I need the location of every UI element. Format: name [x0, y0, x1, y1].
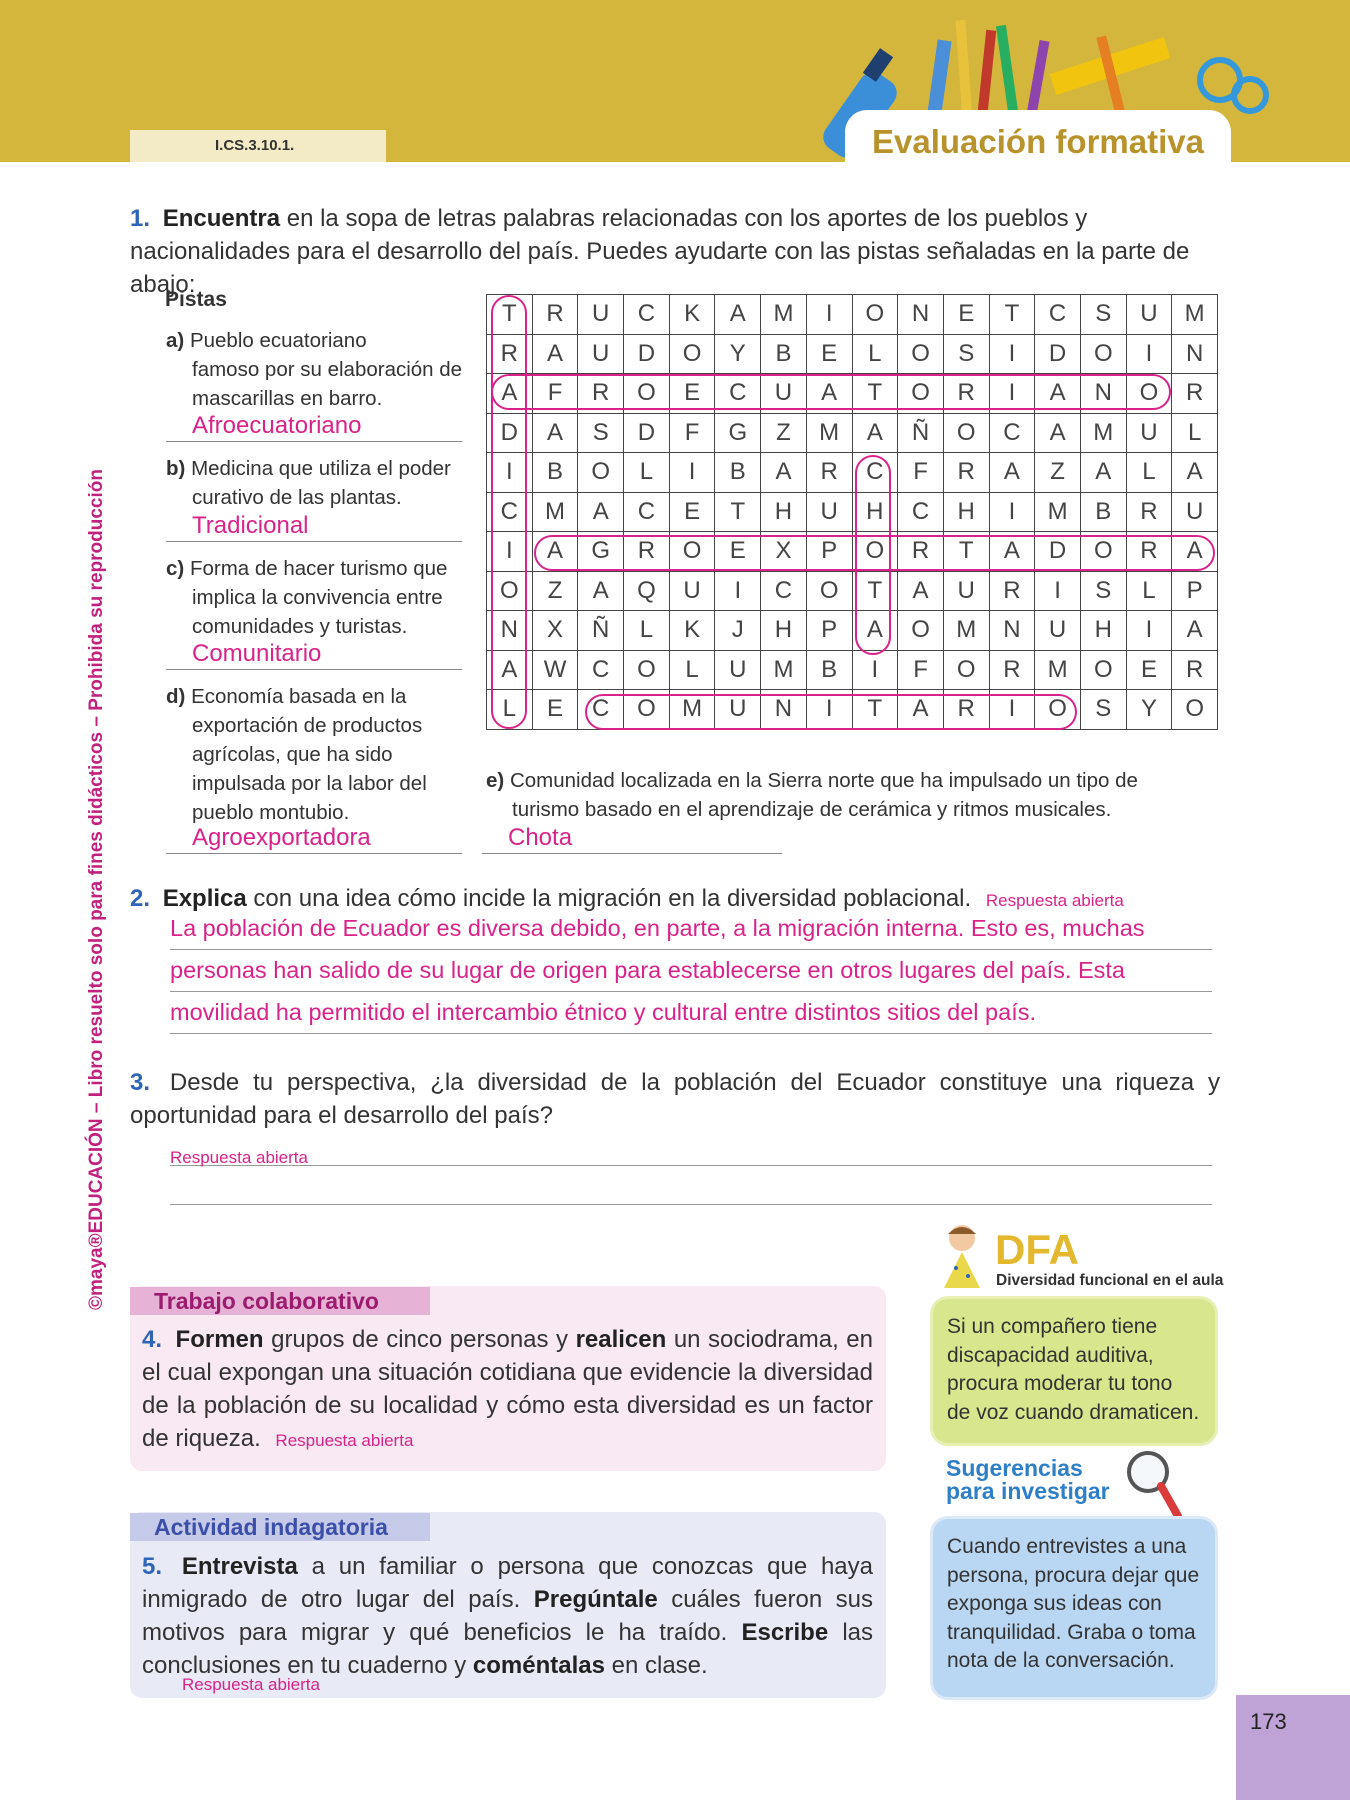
grid-cell: H [761, 492, 807, 532]
grid-row [487, 334, 1218, 374]
grid-cell: C [761, 571, 807, 611]
grid-cell: X [761, 532, 807, 572]
grid-cell: U [715, 690, 761, 730]
hint-text: Medicina que utiliza el poder [191, 457, 451, 480]
dfa-text: Si un compañero tiene discapacidad auditiva, procura moderar tu tono de voz cuando dramaticen. [947, 1315, 1200, 1424]
grid-cell: K [669, 611, 715, 651]
grid-cell: D [487, 413, 533, 453]
grid-cell: A [898, 571, 944, 611]
grid-cell: L [624, 453, 670, 493]
suggestions-title [946, 1457, 1110, 1503]
answer-line: personas han salido de su lugar de origen para establecerse en otros lugares del país. Esta [170, 950, 1212, 992]
grid-row [487, 690, 1218, 730]
grid-cell: P [806, 532, 852, 572]
question-number: 1. [130, 205, 151, 232]
grid-cell: H [852, 492, 898, 532]
grid-cell: D [1035, 532, 1081, 572]
grid-cell: D [624, 334, 670, 374]
grid-cell: U [1126, 295, 1172, 335]
hint-c [166, 554, 471, 641]
suggestions-title-line: para investigar [946, 1478, 1110, 1504]
grid-cell: E [806, 334, 852, 374]
grid-cell: R [898, 532, 944, 572]
answer-tag: Respuesta abierta [170, 1148, 308, 1167]
section-title [845, 110, 1231, 170]
grid-cell: U [806, 492, 852, 532]
grid-cell: M [1080, 413, 1126, 453]
question-text: con una idea cómo incide la migración en la diversidad poblacional. [246, 885, 972, 912]
hint-text: Economía basada en la [191, 685, 407, 708]
grid-cell: O [669, 334, 715, 374]
grid-cell: A [487, 374, 533, 414]
grid-cell: R [578, 374, 624, 414]
grid-cell: O [852, 532, 898, 572]
grid-cell: L [1172, 413, 1218, 453]
question-verb: Escribe [741, 1619, 829, 1646]
hint-text-rest: exportación de productos agrícolas, que ha sido impulsada por la labor del pueblo montubio. [192, 714, 427, 824]
question-number: 5. [142, 1553, 163, 1580]
grid-cell: F [532, 374, 578, 414]
grid-cell: X [532, 611, 578, 651]
grid-cell: G [578, 532, 624, 572]
grid-cell: O [487, 571, 533, 611]
grid-cell: U [715, 650, 761, 690]
hint-letter: a) [166, 329, 185, 352]
grid-cell: Z [1035, 453, 1081, 493]
grid-cell: C [624, 295, 670, 335]
grid-row [487, 374, 1218, 414]
question-verb: Formen [175, 1326, 264, 1353]
grid-cell: B [761, 334, 807, 374]
grid-cell: O [1080, 532, 1126, 572]
answer-tag: Respuesta abierta [985, 891, 1124, 910]
grid-cell: R [487, 334, 533, 374]
question-number: 4. [142, 1326, 163, 1353]
grid-cell: Y [715, 334, 761, 374]
grid-cell: Y [1126, 690, 1172, 730]
grid-row [487, 453, 1218, 493]
grid-cell: M [1172, 295, 1218, 335]
grid-row [487, 295, 1218, 335]
grid-cell: J [715, 611, 761, 651]
grid-cell: E [943, 295, 989, 335]
grid-cell: A [989, 532, 1035, 572]
grid-row [487, 413, 1218, 453]
grid-cell: L [1126, 453, 1172, 493]
grid-cell: E [669, 492, 715, 532]
grid-cell: N [1172, 334, 1218, 374]
grid-cell: D [1035, 334, 1081, 374]
grid-cell: C [624, 492, 670, 532]
grid-cell: O [898, 611, 944, 651]
suggestions-title-line: Sugerencias [946, 1455, 1083, 1481]
hint-text: Forma de hacer turismo que [189, 557, 448, 580]
grid-cell: H [761, 611, 807, 651]
question-number: 2. [130, 885, 151, 912]
grid-cell: A [989, 453, 1035, 493]
grid-cell: O [1080, 650, 1126, 690]
grid-cell: U [669, 571, 715, 611]
grid-cell: T [852, 690, 898, 730]
grid-cell: U [943, 571, 989, 611]
grid-cell: R [1126, 532, 1172, 572]
grid-cell: N [1080, 374, 1126, 414]
hint-text-rest: implica la convivencia entre comunidades y turistas. [192, 586, 443, 638]
grid-cell: S [1080, 571, 1126, 611]
grid-cell: T [943, 532, 989, 572]
question-text: las conclusiones en tu cuaderno y [142, 1619, 874, 1679]
question-verb: realicen [575, 1326, 667, 1353]
grid-cell: N [989, 611, 1035, 651]
grid-cell: Ñ [578, 611, 624, 651]
grid-cell: C [898, 492, 944, 532]
grid-cell: A [532, 532, 578, 572]
grid-cell: A [532, 413, 578, 453]
grid-cell: I [715, 571, 761, 611]
indicator-tab [130, 130, 386, 162]
answer-line: movilidad ha permitido el intercambio étnico y cultural entre distintos sitios del país. [170, 992, 1212, 1034]
grid-cell: O [898, 334, 944, 374]
grid-cell: R [943, 690, 989, 730]
grid-cell: M [1035, 650, 1081, 690]
answer-tag: Respuesta abierta [275, 1431, 414, 1450]
grid-cell: F [898, 453, 944, 493]
question-text: en la sopa de letras palabras relacionadas con los aportes de los pueblos y nacionalidades para el desarrollo del país. Puedes ayudarte con las pistas señaladas en la parte de abajo: [130, 205, 1190, 298]
question-text: grupos de cinco personas y [263, 1326, 576, 1353]
hint-e [486, 766, 1206, 824]
grid-cell: T [715, 492, 761, 532]
grid-cell: A [715, 295, 761, 335]
grid-cell: O [578, 453, 624, 493]
grid-cell: E [669, 374, 715, 414]
question-text: cuáles fueron sus motivos para migrar y qué beneficios le ha traído. [142, 1586, 873, 1646]
hint-d-answer: Agroexportadora [166, 822, 462, 854]
question-verb: Entrevista [181, 1553, 298, 1580]
question-2-answer-lines [170, 908, 1212, 1034]
grid-cell: R [943, 453, 989, 493]
grid-cell: U [761, 374, 807, 414]
grid-cell: L [852, 334, 898, 374]
grid-cell: O [1080, 334, 1126, 374]
grid-cell: G [715, 413, 761, 453]
hint-letter: b) [166, 457, 186, 480]
grid-cell: A [761, 453, 807, 493]
grid-cell: I [852, 650, 898, 690]
grid-cell: E [1126, 650, 1172, 690]
grid-cell: Ñ [898, 413, 944, 453]
grid-cell: A [1172, 611, 1218, 651]
hint-text: Comunidad localizada en la Sierra norte que ha impulsado un tipo de [509, 769, 1138, 792]
grid-cell: A [1080, 453, 1126, 493]
grid-cell: B [806, 650, 852, 690]
grid-cell: M [943, 611, 989, 651]
grid-cell: C [852, 453, 898, 493]
grid-cell: S [1080, 295, 1126, 335]
question-5 [142, 1550, 873, 1682]
grid-cell: K [669, 295, 715, 335]
question-verb: Explica [162, 885, 247, 912]
grid-cell: M [761, 650, 807, 690]
grid-cell: M [669, 690, 715, 730]
grid-cell: N [898, 295, 944, 335]
grid-cell: A [898, 690, 944, 730]
hint-letter: e) [486, 769, 505, 792]
grid-cell: O [943, 650, 989, 690]
answer-line [170, 1138, 1212, 1166]
grid-cell: I [989, 334, 1035, 374]
grid-cell: U [1172, 492, 1218, 532]
page-number: 173 [1236, 1695, 1350, 1800]
suggestions-box [930, 1516, 1218, 1700]
grid-cell: W [532, 650, 578, 690]
grid-cell: O [624, 374, 670, 414]
question-verb: Encuentra [162, 205, 281, 232]
grid-cell: A [1172, 532, 1218, 572]
grid-cell: O [852, 295, 898, 335]
grid-cell: C [578, 650, 624, 690]
grid-cell: A [578, 492, 624, 532]
hint-d [166, 682, 471, 827]
grid-cell: R [532, 295, 578, 335]
grid-cell: Z [761, 413, 807, 453]
hint-c-answer: Comunitario [166, 638, 462, 670]
hint-text-rest: turismo basado en el aprendizaje de cerámica y ritmos musicales. [512, 798, 1112, 821]
grid-cell: I [989, 374, 1035, 414]
grid-cell: S [1080, 690, 1126, 730]
grid-cell: I [1126, 611, 1172, 651]
grid-cell: O [943, 413, 989, 453]
grid-cell: M [1035, 492, 1081, 532]
grid-cell: D [624, 413, 670, 453]
grid-cell: O [806, 571, 852, 611]
grid-cell: T [852, 571, 898, 611]
hint-a-answer: Afroecuatoriano [166, 410, 462, 442]
question-text: Desde tu perspectiva, ¿la diversidad de la población del Ecuador constituye una riqueza y oportunidad para el desarrollo del país? [130, 1069, 1220, 1129]
grid-cell: A [532, 334, 578, 374]
grid-cell: I [669, 453, 715, 493]
grid-cell: U [578, 295, 624, 335]
grid-cell: E [715, 532, 761, 572]
grid-cell: T [852, 374, 898, 414]
grid-row [487, 532, 1218, 572]
indicator-code: I.CS.3.10.1. [215, 137, 295, 154]
grid-cell: F [898, 650, 944, 690]
hint-a [166, 326, 471, 413]
grid-cell: R [806, 453, 852, 493]
grid-cell: R [1172, 374, 1218, 414]
grid-cell: H [943, 492, 989, 532]
grid-cell: C [1035, 295, 1081, 335]
grid-cell: C [989, 413, 1035, 453]
grid-cell: I [487, 453, 533, 493]
grid-cell: M [806, 413, 852, 453]
grid-cell: C [715, 374, 761, 414]
inquiry-activity-title: Actividad indagatoria [130, 1513, 430, 1541]
hint-text-rest: curativo de las plantas. [192, 486, 402, 509]
grid-cell: O [624, 690, 670, 730]
grid-cell: S [943, 334, 989, 374]
question-verb: Pregúntale [533, 1586, 658, 1613]
grid-cell: N [487, 611, 533, 651]
grid-cell: A [806, 374, 852, 414]
grid-cell: Z [532, 571, 578, 611]
grid-cell: I [806, 295, 852, 335]
girl-illustration-icon [920, 1218, 1000, 1298]
answer-line: La población de Ecuador es diversa debido, en parte, a la migración interna. Esto es, muchas [170, 908, 1212, 950]
grid-cell: I [989, 492, 1035, 532]
grid-cell: U [1035, 611, 1081, 651]
grid-cell: A [578, 571, 624, 611]
grid-cell: B [532, 453, 578, 493]
hint-text: Pueblo ecuatoriano [189, 329, 367, 352]
grid-cell: I [487, 532, 533, 572]
grid-cell: E [532, 690, 578, 730]
grid-cell: T [487, 295, 533, 335]
grid-cell: U [578, 334, 624, 374]
question-text: a un familiar o persona que conozcas que haya inmigrado de otro lugar del país. [142, 1553, 873, 1613]
grid-cell: F [669, 413, 715, 453]
grid-row [487, 492, 1218, 532]
section-title-text: Evaluación formativa [872, 123, 1204, 160]
grid-cell: O [1126, 374, 1172, 414]
grid-cell: H [1080, 611, 1126, 651]
grid-cell: I [806, 690, 852, 730]
grid-cell: B [715, 453, 761, 493]
copyright-side-text: ©maya®EDUCACIÓN – Libro resuelto solo para fines didácticos – Prohibida su reproducción [86, 469, 107, 1310]
grid-cell: A [852, 611, 898, 651]
grid-cell: U [1126, 413, 1172, 453]
grid-cell: O [624, 650, 670, 690]
grid-cell: R [943, 374, 989, 414]
grid-cell: L [669, 650, 715, 690]
question-1 [130, 202, 1220, 301]
grid-cell: R [989, 650, 1035, 690]
question-4 [142, 1323, 873, 1457]
grid-cell: O [669, 532, 715, 572]
grid-row [487, 571, 1218, 611]
grid-cell: O [898, 374, 944, 414]
grid-cell: Q [624, 571, 670, 611]
dfa-subtitle: Diversidad funcional en el aula [996, 1272, 1224, 1289]
hints-title: Pistas [165, 288, 227, 311]
dfa-box [930, 1296, 1218, 1446]
hint-letter: c) [166, 557, 185, 580]
hint-e-answer: Chota [482, 822, 782, 854]
answer-line [170, 1166, 1212, 1205]
grid-cell: B [1080, 492, 1126, 532]
hint-b [166, 454, 471, 512]
grid-cell: C [578, 690, 624, 730]
collaborative-work-title: Trabajo colaborativo [130, 1287, 430, 1315]
grid-cell: L [624, 611, 670, 651]
grid-cell: P [1172, 571, 1218, 611]
grid-cell: I [1035, 571, 1081, 611]
hint-b-answer: Tradicional [166, 510, 462, 542]
grid-row [487, 611, 1218, 651]
grid-cell: P [806, 611, 852, 651]
grid-cell: A [1172, 453, 1218, 493]
question-3-answer-lines [170, 1138, 1212, 1205]
grid-cell: L [487, 690, 533, 730]
magnifying-glass-icon [1124, 1448, 1184, 1522]
dfa-title: DFA [995, 1226, 1079, 1273]
grid-row [487, 650, 1218, 690]
grid-cell: M [761, 295, 807, 335]
question-verb: coméntalas [472, 1652, 605, 1679]
grid-cell: C [487, 492, 533, 532]
question-3 [130, 1066, 1220, 1132]
grid-cell: M [532, 492, 578, 532]
grid-cell: T [989, 295, 1035, 335]
grid-cell: A [487, 650, 533, 690]
grid-cell: I [1126, 334, 1172, 374]
grid-cell: L [1126, 571, 1172, 611]
question-text: un sociodrama, en el cual expongan una situación cotidiana que evidencie la diversidad de la población de su localidad y cómo esta diversidad es un factor de riqueza. [142, 1326, 873, 1452]
grid-cell: S [578, 413, 624, 453]
grid-cell: R [989, 571, 1035, 611]
grid-cell: O [1172, 690, 1218, 730]
grid-cell: N [761, 690, 807, 730]
question-number: 3. [130, 1069, 151, 1096]
grid-cell: O [1035, 690, 1081, 730]
word-search-grid [486, 294, 1218, 730]
suggestions-text: Cuando entrevistes a una persona, procura dejar que exponga sus ideas con tranquilidad. Graba o toma nota de la conversación. [947, 1535, 1200, 1672]
grid-cell: I [989, 690, 1035, 730]
grid-cell: A [852, 413, 898, 453]
grid-cell: A [1035, 413, 1081, 453]
grid-cell: R [1172, 650, 1218, 690]
question-text: en clase. [604, 1652, 708, 1679]
grid-cell: A [1035, 374, 1081, 414]
grid-cell: R [624, 532, 670, 572]
hint-letter: d) [166, 685, 186, 708]
question-5-answer-tag: Respuesta abierta [182, 1675, 320, 1694]
grid-cell: R [1126, 492, 1172, 532]
hint-text-rest: famoso por su elaboración de mascarillas en barro. [192, 358, 463, 410]
